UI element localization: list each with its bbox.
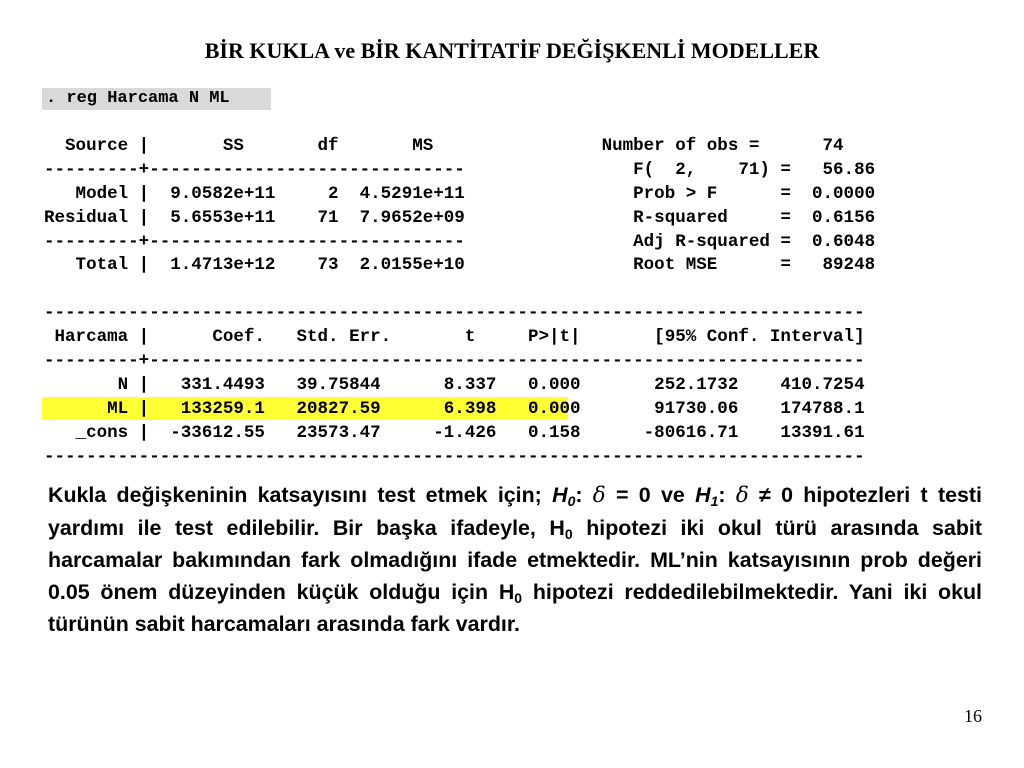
output-line-residual: Residual | 5.6553e+11 71 7.9652e+09 R-squared = 0.6156: [44, 207, 876, 228]
output-line-n: N | 331.4493 39.75844 8.337 0.000 252.1732 410.7254: [44, 374, 865, 395]
paragraph-text: hipotezi reddedilebilmektedir. Yani iki okul türünün sabit harcamaları arasında fark vardır.: [48, 580, 983, 637]
output-line-separator: ---------+--------------------------------------------------------------------: [44, 351, 865, 372]
output-line-rule: ------------------------------------------------------------------------------: [44, 303, 865, 324]
paragraph-text: :: [575, 483, 593, 507]
output-line-separator: ---------+------------------------------ F( 2, 71) = 56.86: [44, 159, 876, 180]
slide-title: BİR KUKLA ve BİR KANTİTATİF DEĞİŞKENLİ MODELLER: [204, 38, 820, 63]
stata-command: . reg Harcama N ML: [42, 88, 271, 110]
paragraph-text: hipotezi iki okul türü arasında sabit harcamalar bakımından fark olmadığını ifade etmektedir. ML’nin katsayısının prob değeri 0.05 önem düzeyinden küçük olduğu için H: [48, 516, 982, 605]
h1-letter: H: [695, 483, 711, 507]
output-line-blank: [44, 278, 875, 302]
output-line-cons: _cons | -33612.55 23573.47 -1.426 0.158 -80616.71 13391.61: [44, 422, 865, 443]
h0-subscript: 0: [567, 493, 576, 509]
regression-output: [44, 135, 875, 469]
output-line-coef-header: Harcama | Coef. Std. Err. t P>|t| [95% Conf. Interval]: [44, 327, 865, 348]
h0-letter: H: [552, 483, 568, 507]
output-line-total: Total | 1.4713e+12 73 2.0155e+10 Root MSE = 89248: [44, 255, 876, 276]
delta-symbol: δ: [592, 483, 606, 508]
output-line-ml: ML | 133259.1 20827.59 6.398 0.000 91730.06 174788.1: [44, 398, 865, 419]
h0-subscript: 0: [514, 590, 523, 607]
delta-symbol: δ: [735, 483, 749, 508]
h1-subscript: 1: [710, 493, 719, 509]
h0-symbol: [552, 483, 575, 507]
paragraph-text: :: [718, 483, 736, 507]
output-line-model: Model | 9.0582e+11 2 4.5291e+11 Prob > F = 0.0000: [44, 183, 876, 204]
output-line-rule: ------------------------------------------------------------------------------: [44, 446, 865, 467]
paragraph-text: = 0 ve: [605, 483, 696, 507]
paragraph-text: ≠ 0 hipotezleri t testi yardımı ile test edilebilir. Bir başka ifadeyle, H: [48, 483, 982, 541]
page-number: 16: [964, 706, 982, 726]
output-line-separator: ---------+------------------------------ Adj R-squared = 0.6048: [44, 231, 876, 252]
output-line-source-header: Source | SS df MS Number of obs = 74: [44, 136, 844, 156]
explanation-paragraph: [48, 479, 982, 640]
h0-subscript: 0: [564, 526, 573, 543]
h1-symbol: [695, 483, 718, 507]
paragraph-text: Kukla değişkeninin katsayısını test etmek için;: [48, 483, 553, 507]
